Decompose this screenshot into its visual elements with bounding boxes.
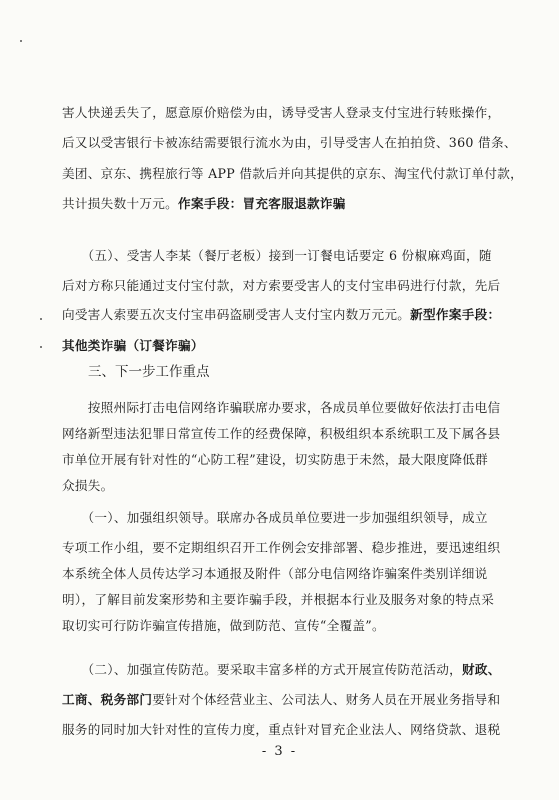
text-run: 明），了解目前发案形势和主要诈骗手段，并根据本行业及服务对象的特点采: [62, 592, 495, 607]
text-line: [62, 510, 502, 526]
text-run: 专项工作小组，要不定期组织召开工作例会安排部署、稳步推进，要迅速组织: [62, 540, 501, 555]
page-number: - 3 -: [261, 744, 298, 759]
text-run: 要针对个体经营业主、公司法人、财务人员在开展业务指导和: [152, 692, 501, 707]
text-line: [62, 662, 502, 678]
text-line: [62, 592, 502, 608]
text-line: [62, 307, 502, 323]
bold-text-run: 作案手段：冒充客服退款诈骗: [178, 196, 346, 211]
scan-speck: [20, 40, 22, 42]
bold-text-run: 新型作案手段：: [410, 307, 501, 322]
text-run: 美团、京东、携程旅行等 APP 借款后并向其提供的京东、淘宝代付款订单付款，: [62, 166, 524, 181]
text-run: 向受害人索要五次支付宝串码盗刷受害人支付宝内数万元元。: [62, 307, 411, 322]
text-line: [62, 196, 502, 212]
bold-text-run: 其他类诈骗（订餐诈骗）: [62, 338, 204, 353]
scan-speck: [40, 346, 42, 348]
text-run: 服务的同时加大针对性的宣传力度，重点针对冒充企业法人、网络贷款、退税: [62, 722, 501, 737]
text-line: [62, 278, 502, 294]
bold-text-run: 财政、: [462, 662, 501, 677]
text-line: [62, 248, 502, 264]
text-line: [62, 426, 502, 442]
section-heading: 三、下一步工作重点: [88, 364, 210, 380]
text-line: [62, 338, 502, 354]
text-line: [62, 135, 517, 151]
text-line: [62, 618, 502, 634]
text-line: [62, 540, 502, 556]
text-run: （一）、加强组织领导。联席办各成员单位要进一步加强组织领导，成立: [62, 510, 488, 525]
bold-text-run: 工商、税务部门: [62, 692, 153, 707]
text-run: 众损失。: [62, 478, 114, 493]
text-run: 市单位开展有针对性的“心防工程”建设，切实防患于未然，最大限度降低群: [62, 452, 489, 467]
text-run: （五）、受害人李某（餐厅老板）接到一订餐电话要定 6 份椒麻鸡面，随: [62, 248, 492, 263]
text-run: 网络新型违法犯罪日常宣传工作的经费保障，积极组织本系统职工及下属各县: [62, 426, 501, 441]
text-line: [62, 400, 502, 416]
scan-speck: [40, 318, 42, 320]
text-line: [62, 692, 502, 708]
text-line: [62, 478, 502, 494]
text-line: [62, 166, 524, 182]
text-run: 害人快递丢失了，愿意原价赔偿为由，诱导受害人登录支付宝进行转账操作，: [62, 105, 501, 120]
text-run: 按照州际打击电信网络诈骗联席办要求，各成员单位要做好依法打击电信: [62, 400, 501, 415]
text-run: 共计损失数十万元。: [62, 196, 179, 211]
text-run: 后又以受害银行卡被冻结需要银行流水为由，引导受害人在拍拍贷、360 借条、: [62, 135, 517, 150]
text-run: （二）、加强宣传防范。要采取丰富多样的方式开展宣传防范活动，: [62, 662, 462, 677]
text-run: 本系统全体人员传达学习本通报及附件（部分电信网络诈骗案件类别详细说: [62, 566, 488, 581]
text-line: [62, 566, 502, 582]
text-line: [62, 105, 502, 121]
text-line: [62, 722, 502, 738]
text-line: [62, 452, 502, 468]
text-run: 后对方称只能通过支付宝付款，对方索要受害人的支付宝串码进行付款，先后: [62, 278, 501, 293]
text-run: 取切实可行防诈骗宣传措施，做到防范、宣传“全覆盖”。: [62, 618, 385, 633]
